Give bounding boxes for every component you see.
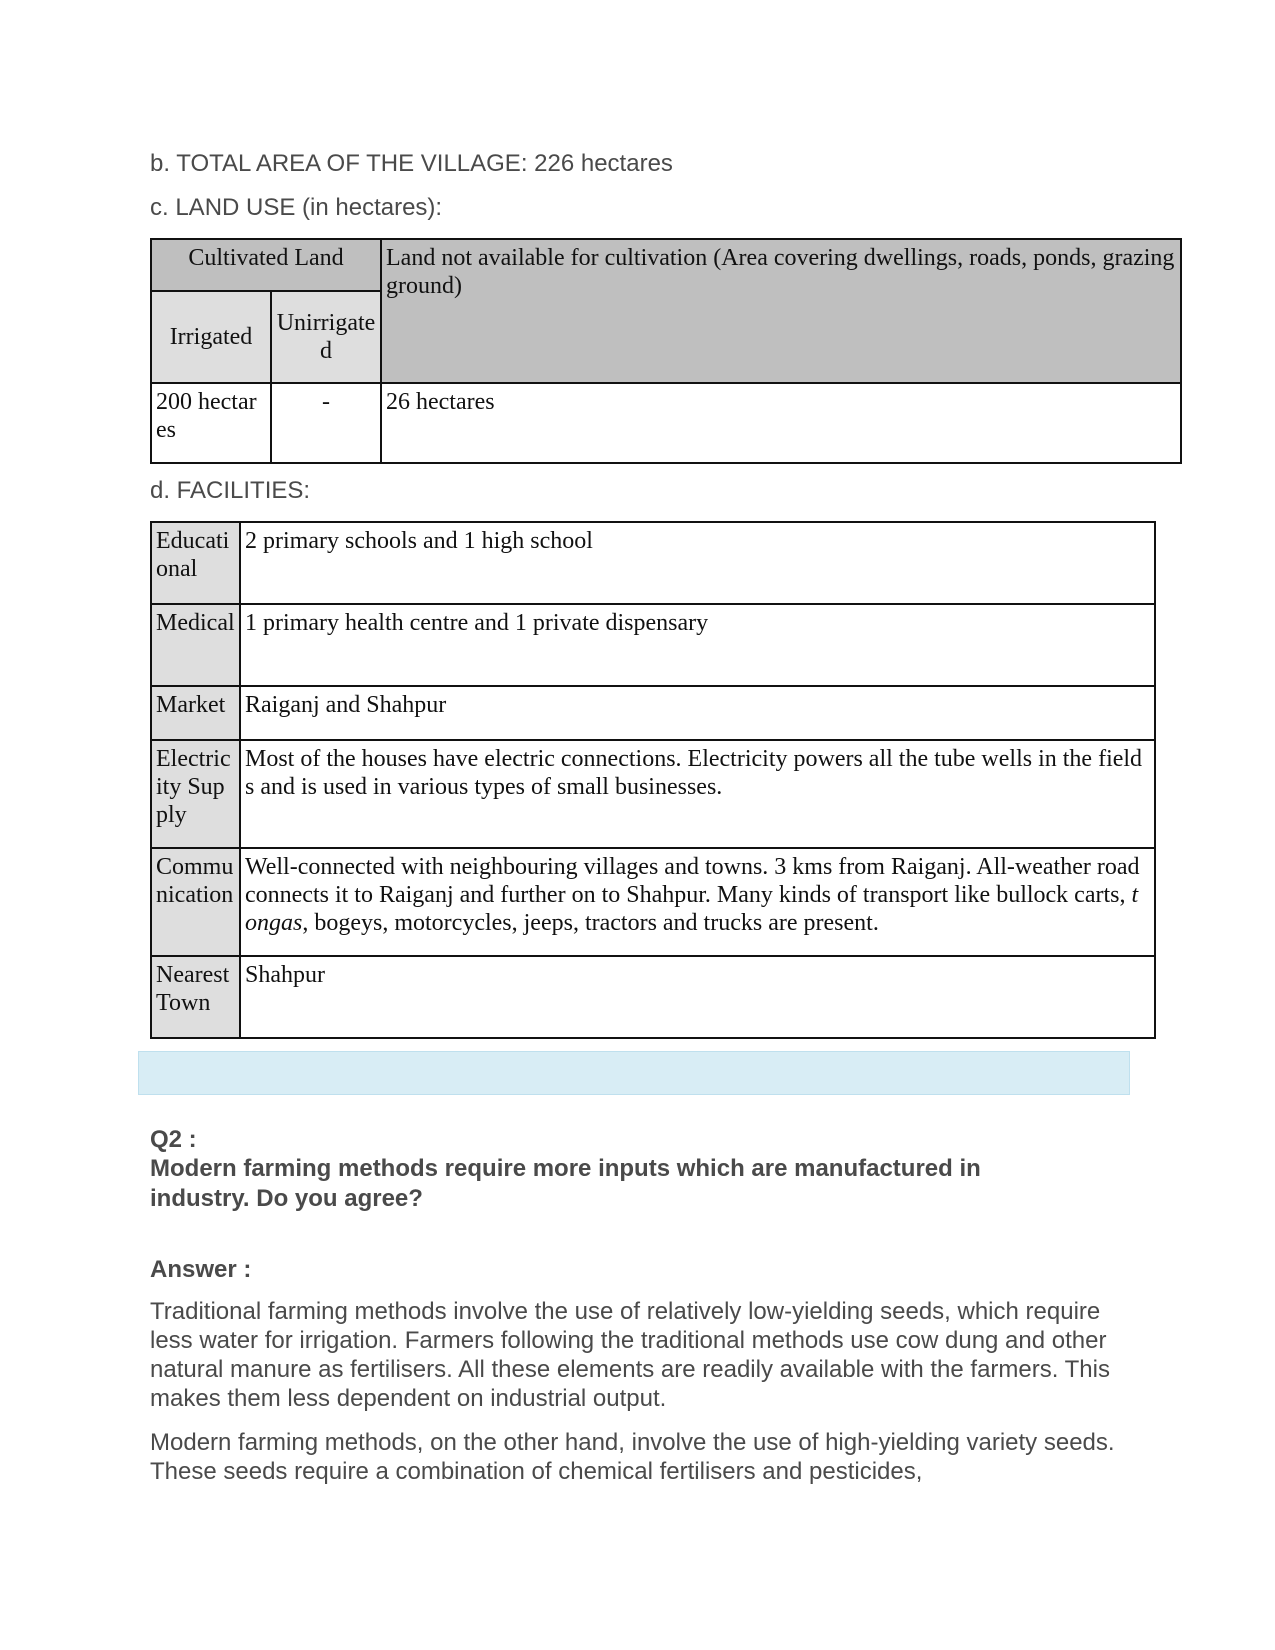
not-available-value: 26 hectares bbox=[381, 383, 1181, 463]
facility-value: Raiganj and Shahpur bbox=[240, 686, 1155, 740]
answer-paragraph: Modern farming methods, on the other hand, involve the use of high-yielding variety seeds. These seeds require a combination of chemical fertilisers and pesticides, bbox=[150, 1429, 1115, 1485]
land-use-table bbox=[150, 238, 1182, 464]
table-row bbox=[151, 740, 1155, 848]
answer-label: Answer : bbox=[150, 1256, 252, 1283]
land-use-value-row bbox=[151, 383, 1181, 463]
facility-label: Market bbox=[151, 686, 240, 740]
facility-label: Communication bbox=[151, 848, 240, 956]
facility-value: Most of the houses have electric connections. Electricity powers all the tube wells in the fields and is used in various types of small businesses. bbox=[240, 740, 1155, 848]
communication-text-end: , bogeys, motorcycles, jeeps, tractors and trucks are present. bbox=[302, 910, 879, 936]
facility-value: 2 primary schools and 1 high school bbox=[240, 522, 1155, 604]
unirrigated-value: - bbox=[271, 383, 381, 463]
total-area-heading: b. TOTAL AREA OF THE VILLAGE: 226 hectares bbox=[150, 150, 673, 177]
facility-value: 1 primary health centre and 1 private dispensary bbox=[240, 604, 1155, 686]
communication-text-start: Well-connected with neighbouring villages and towns. 3 kms from Raiganj. All-weather road connects it to Raiganj and further on to Shahpur. Many kinds of transport like bullock carts, bbox=[245, 854, 1140, 908]
land-use-heading: c. LAND USE (in hectares): bbox=[150, 194, 443, 221]
table-row bbox=[151, 686, 1155, 740]
irrigated-value: 200 hectares bbox=[151, 383, 271, 463]
communication-text-italic: tongas bbox=[245, 882, 1139, 936]
unirrigated-header: Unirrigated bbox=[271, 291, 381, 383]
highlight-strip bbox=[138, 1051, 1130, 1095]
table-row bbox=[151, 604, 1155, 686]
table-row bbox=[151, 848, 1155, 956]
facility-label: Electricity Supply bbox=[151, 740, 240, 848]
facility-value bbox=[240, 848, 1155, 956]
irrigated-header: Irrigated bbox=[151, 291, 271, 383]
question-text: Modern farming methods require more inputs which are manufactured in industry. Do you agree? bbox=[150, 1155, 981, 1212]
facilities-heading: d. FACILITIES: bbox=[150, 477, 311, 504]
facility-label: Educational bbox=[151, 522, 240, 604]
answer-paragraph: Traditional farming methods involve the use of relatively low-yielding seeds, which require less water for irrigation. Farmers following the traditional methods use cow dung and other natural manure as fertilisers. All these elements are readily available with the farmers. This makes them less dependent on industrial output. bbox=[150, 1298, 1110, 1412]
not-available-header: Land not available for cultivation (Area covering dwellings, roads, ponds, grazing ground) bbox=[381, 239, 1181, 383]
cultivated-land-header: Cultivated Land bbox=[151, 239, 381, 291]
table-row bbox=[151, 956, 1155, 1038]
facility-label: Medical bbox=[151, 604, 240, 686]
table-row bbox=[151, 522, 1155, 604]
facilities-table bbox=[150, 521, 1156, 1039]
facility-value: Shahpur bbox=[240, 956, 1155, 1038]
facility-label: Nearest Town bbox=[151, 956, 240, 1038]
land-use-header-row bbox=[151, 239, 1181, 291]
question-label: Q2 : bbox=[150, 1126, 197, 1153]
